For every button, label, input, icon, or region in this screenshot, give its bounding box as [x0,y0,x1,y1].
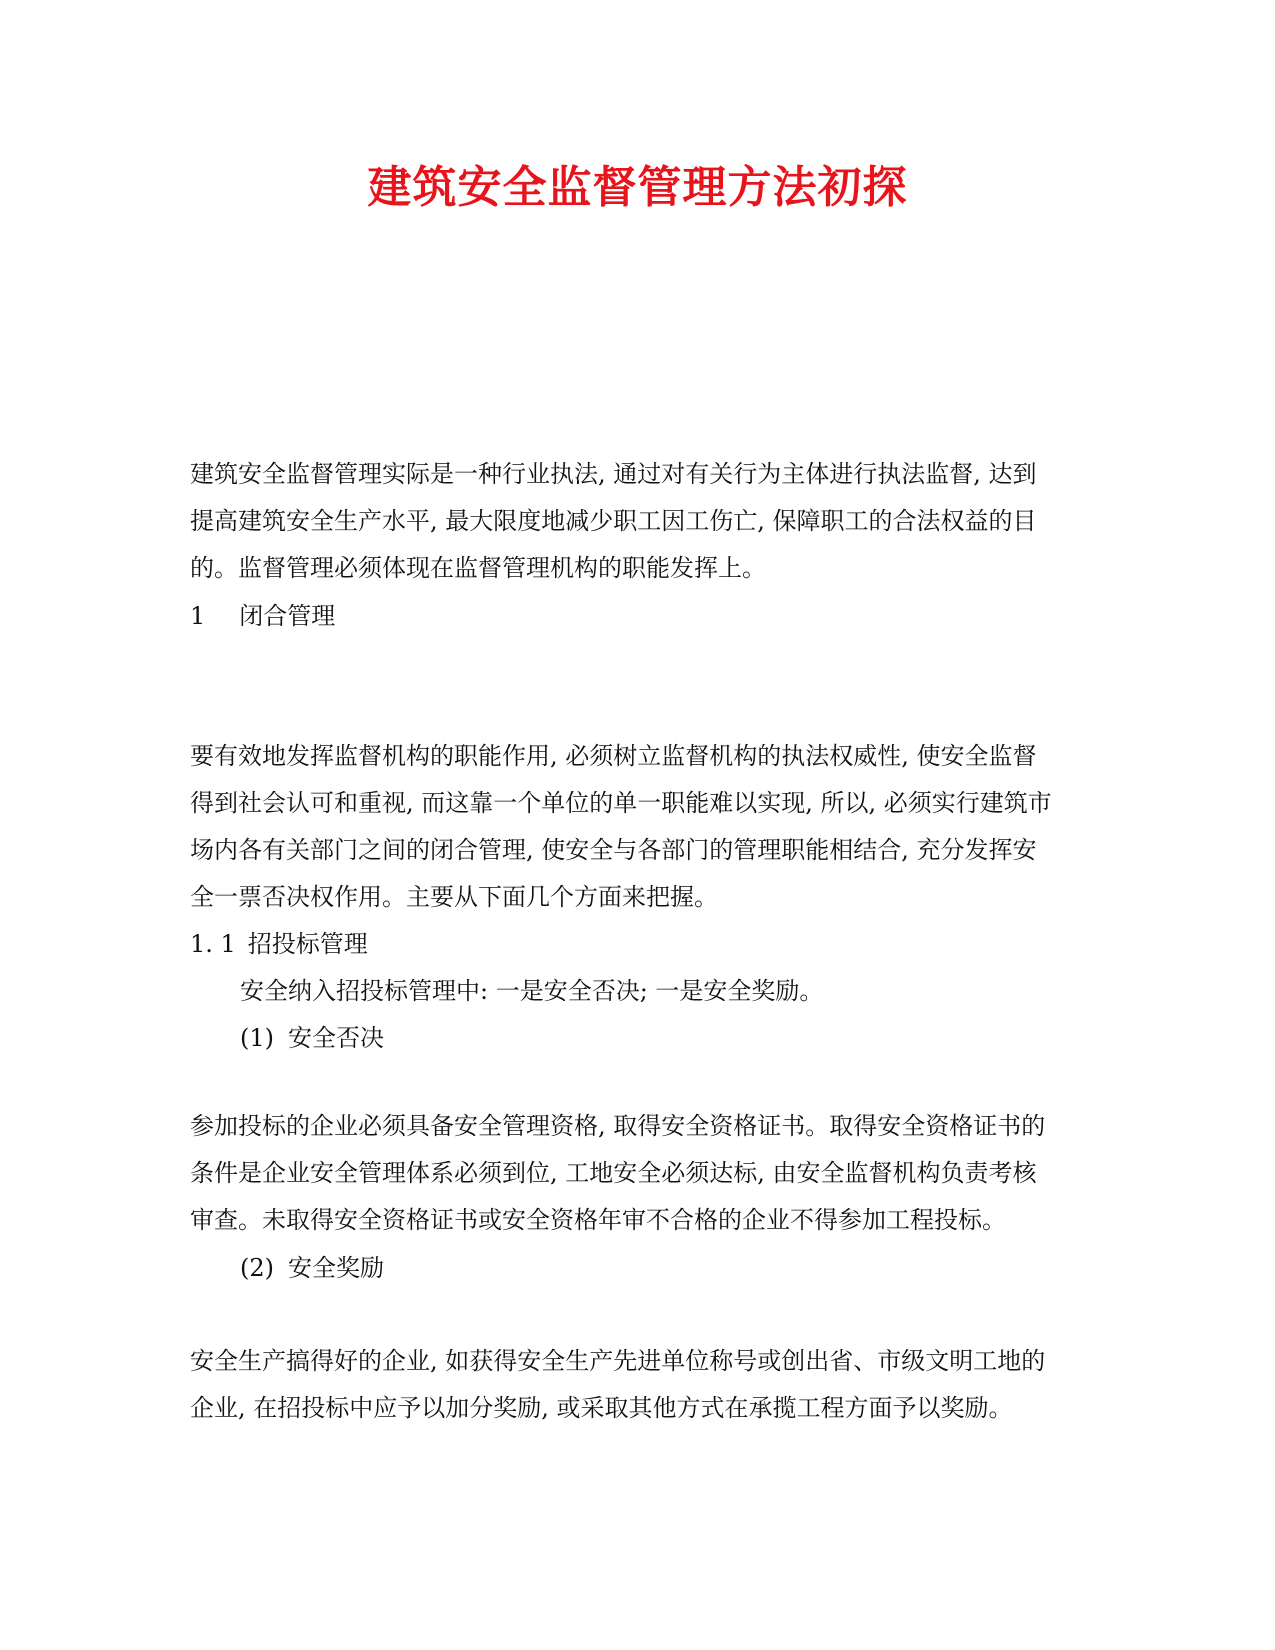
intro-line: 提高建筑安全生产水平, 最大限度地减少职工因工伤亡, 保障职工的合法权益的目 [190,507,1037,535]
section-1-line: 场内各有关部门之间的闭合管理, 使安全与各部门的管理职能相结合, 充分发挥安 [190,836,1037,864]
intro-line: 的。监督管理必须体现在监督管理机构的职能发挥上。 [190,554,766,582]
intro-line: 建筑安全监督管理实际是一种行业执法, 通过对有关行为主体进行执法监督, 达到 [190,460,1037,488]
item-2-heading [240,1252,384,1284]
section-1-line: 要有效地发挥监督机构的职能作用, 必须树立监督机构的执法权威性, 使安全监督 [190,742,1037,770]
item-2-line: 企业, 在招投标中应予以加分奖励, 或采取其他方式在承揽工程方面予以奖励。 [190,1394,1013,1422]
section-1-line: 得到社会认可和重视, 而这靠一个单位的单一职能难以实现, 所以, 必须实行建筑市 [190,789,1052,817]
section-1-line: 全一票否决权作用。主要从下面几个方面来把握。 [190,883,718,911]
item-1-line: 参加投标的企业必须具备安全管理资格, 取得安全资格证书。取得安全资格证书的 [190,1112,1046,1140]
item-title: 安全否决 [288,1024,384,1052]
item-number: (1) [240,1024,274,1052]
item-1-line: 条件是企业安全管理体系必须到位, 工地安全必须达标, 由安全监督机构负责考核 [190,1159,1037,1187]
section-number: 1 [190,602,206,630]
item-1-heading [240,1022,384,1054]
item-title: 安全奖励 [288,1254,384,1282]
subsection-intro: 安全纳入招投标管理中: 一是安全否决; 一是安全奖励。 [240,977,824,1005]
subsection-number: 1. 1 [190,930,236,958]
item-number: (2) [240,1254,274,1282]
item-1-line: 审查。未取得安全资格证书或安全资格年审不合格的企业不得参加工程投标。 [190,1206,1006,1234]
subsection-heading [190,928,368,960]
item-2-line: 安全生产搞得好的企业, 如获得安全生产先进单位称号或创出省、市级文明工地的 [190,1347,1046,1375]
section-title: 闭合管理 [239,602,336,630]
document-title: 建筑安全监督管理方法初探 [367,162,908,213]
section-1-heading [190,600,335,632]
subsection-title: 招投标管理 [247,930,368,958]
